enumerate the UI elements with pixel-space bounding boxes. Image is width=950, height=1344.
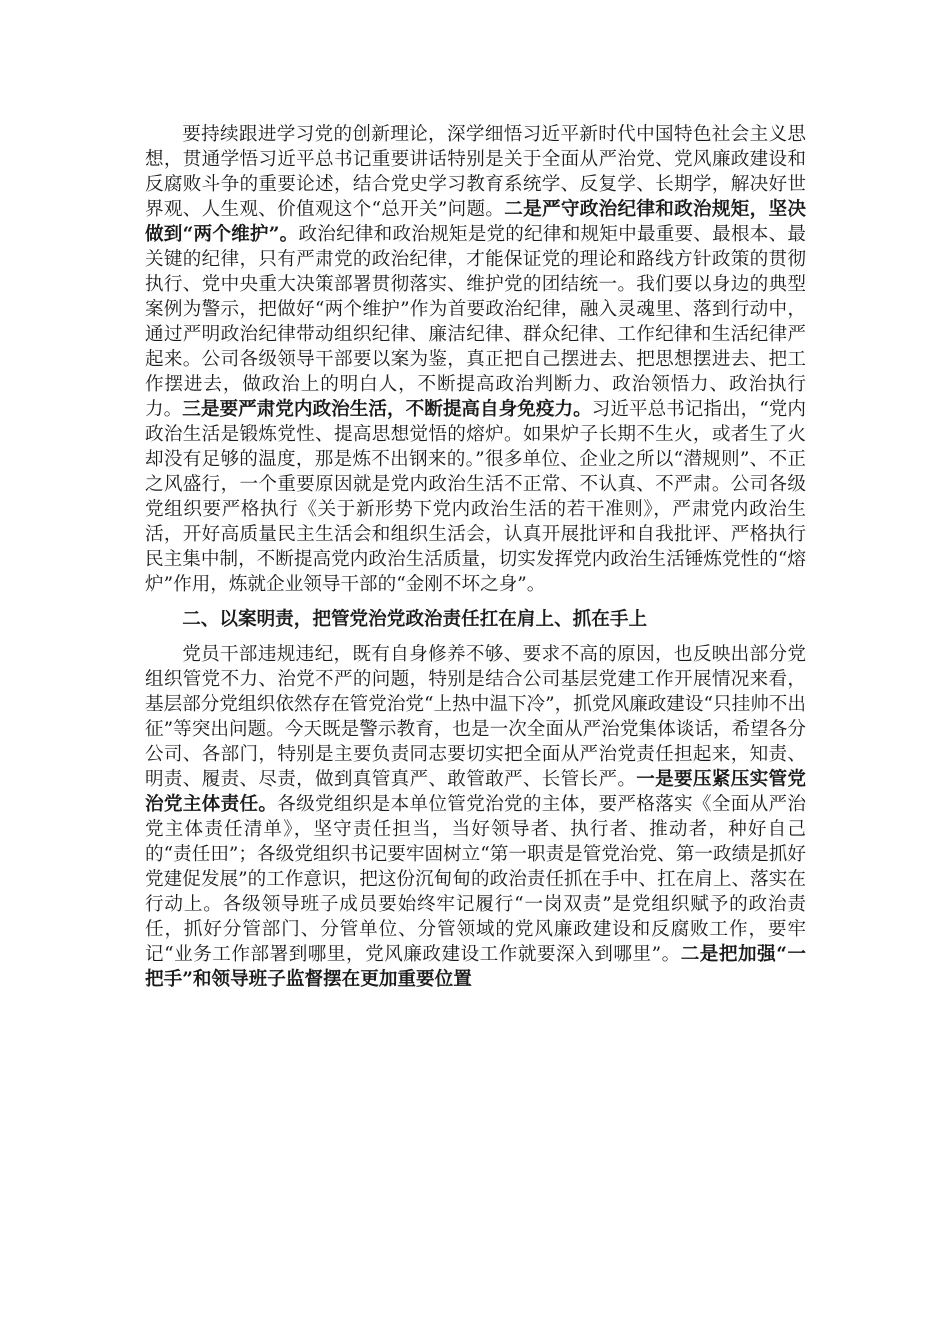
paragraph-1-text-2: 政治纪律和政治规矩是党的纪律和规矩中最重要、最根本、最关键的纪律，只有严肃党的政治纪律，才能保证党的理论和路线方针政策的贯彻执行、党中央重大决策部署贯彻落实、维护党的团结统一。我们要以身边的典型案例为警示，把做好“两个维护”作为首要政治纪律，融入灵魂里、落到行动中，通过严明政治纪律带动组织纪律、廉洁纪律、群众纪律、工作纪律和生活纪律严起来。公司各级领导干部要以案为鉴，真正把自己摆进去、把思想摆进去、把工作摆进去，做政治上的明白人，不断提高政治判断力、政治领悟力、政治执行力。 — [145, 224, 806, 420]
document-page — [145, 122, 806, 992]
paragraph-1-text-1: 要持续跟进学习党的创新理论，深学细悟习近平新时代中国特色社会主义思想，贯通学悟习近平总书记重要讲话特别是关于全面从严治党、党风廉政建设和反腐败斗争的重要论述，结合党史学习教育系统学、反复学、长期学，解决好世界观、人生观、价值观这个“总开关”问题。 — [145, 124, 806, 220]
paragraph-1-bold-point-2: 二是严守政治纪律和政治规矩，坚决做到“两个维护”。 — [145, 199, 806, 245]
paragraph-2-text-2: 各级党组织是本单位管党治党的主体，要严格落实《全面从严治党主体责任清单》，坚守责任担当，当好领导者、执行者、推动者，种好自己的“责任田”；各级党组织书记要牢固树立“第一职责是管党治党、第一政绩是抓好党建促发展”的工作意识，把这份沉甸甸的政治责任抓在手中、扛在肩上、落实在行动上。各级领导班子成员要始终牢记履行“一岗双责”是党组织赋予的政治责任，抓好分管部门、分管单位、分管领域的党风廉政建设和反腐败工作，要牢记“业务工作部署到哪里，党风廉政建设工作就要深入到哪里”。 — [145, 794, 806, 965]
paragraph-2-bold-point-1: 一是要压紧压实管党治党主体责任。 — [145, 769, 806, 815]
paragraph-1 — [145, 122, 806, 597]
paragraph-2-text-1: 党员干部违规违纪，既有自身修养不够、要求不高的原因，也反映出部分党组织管党不力、治党不严的问题，特别是结合公司基层党建工作开展情况来看，基层部分党组织依然存在管党治党“上热中温下冷”，抓党风廉政建设“只挂帅不出征”等突出问题。今天既是警示教育，也是一次全面从严治党集体谈话，希望各分公司、各部门，特别是主要负责同志要切实把全面从严治党责任担起来，知责、明责、履责、尽责，做到真管真严、敢管敢严、长管长严。 — [145, 644, 806, 790]
paragraph-1-text-3: 习近平总书记指出，“党内政治生活是锻炼党性、提高思想觉悟的熔炉。如果炉子长期不生火，或者生了火却没有足够的温度，那是炼不出钢来的。”很多单位、企业之所以“潜规则”、不正之风盛行，一个重要原因就是党内政治生活不正常、不认真、不严肃。公司各级党组织要严格执行《关于新形势下党内政治生活的若干准则》，严肃党内政治生活，开好高质量民主生活会和组织生活会，认真开展批评和自我批评、严格执行民主集中制，不断提高党内政治生活质量，切实发挥党内政治生活锤炼党性的“熔炉”作用，炼就企业领导干部的“金刚不坏之身”。 — [145, 399, 806, 595]
paragraph-1-bold-point-3: 三是要严肃党内政治生活，不断提高自身免疫力。 — [182, 399, 592, 420]
paragraph-2 — [145, 642, 806, 992]
section-heading-2: 二、以案明责，把管党治党政治责任扛在肩上、抓在手上 — [182, 609, 648, 630]
paragraph-2-bold-point-2: 二是把加强“一把手”和领导班子监督摆在更加重要位置 — [145, 944, 806, 990]
